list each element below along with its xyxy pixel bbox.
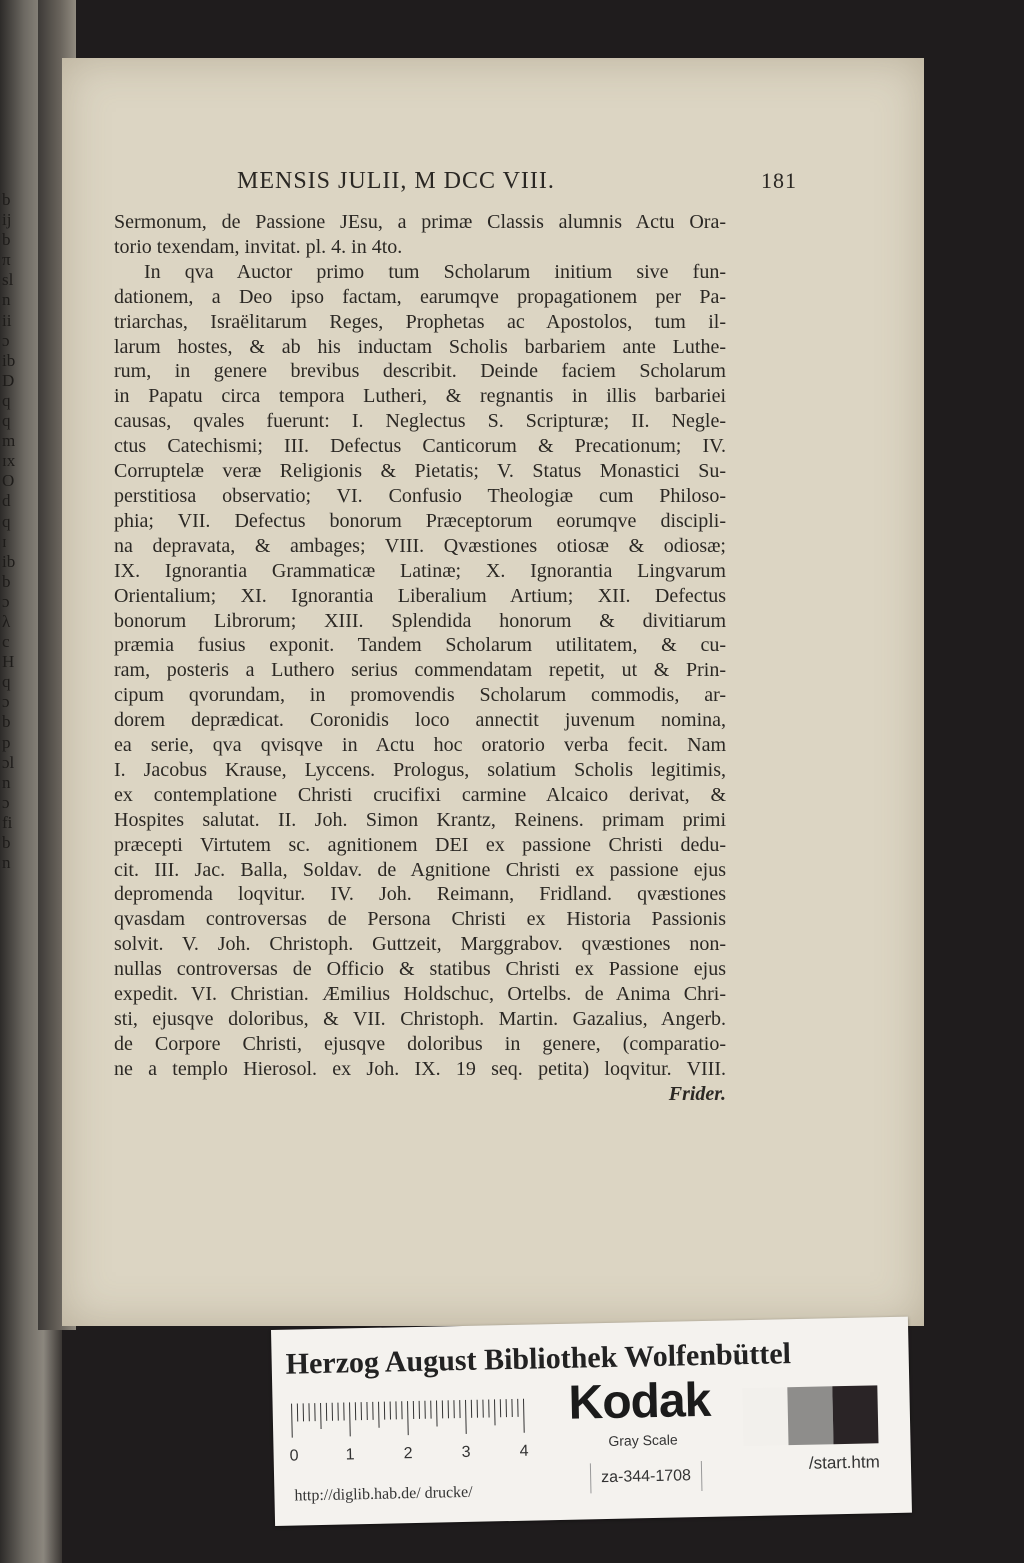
margin-glyph: fi [2,812,13,832]
gray-patch-white [742,1387,788,1446]
gray-scale-label: Gray Scale [608,1431,678,1449]
ruler-tick-label: 4 [519,1442,529,1460]
margin-glyph: ɔ [2,330,10,350]
text-line: præmia fusius exponit. Tandem Scholarum utilitatem, & cu- [114,634,726,657]
text-line: perstitiosa observatio; VI. Confusio Theologiæ cum Philoso- [114,484,726,507]
text-line: ex contemplatione Christi crucifixi carmine Alcaico derivat, & [114,783,726,806]
text-line: Orientalium; XI. Ignorantia Liberalium Artium; XII. Defectus [114,584,726,607]
margin-glyph: b [2,712,11,732]
page-number: 181 [761,168,797,193]
adjacent-page-glyphs [2,190,22,873]
margin-glyph: D [2,370,15,390]
text-line: depromenda loqvitur. IV. Joh. Reimann, Fridland. qvæstiones [114,883,726,906]
margin-glyph: ɔ [2,692,10,712]
text-line: bonorum Librorum; XIII. Splendida honorum & divitiarum [114,609,726,632]
text-line: dationem, a Deo ipso factam, earumqve propagationem per Pa- [114,285,726,308]
gray-patch-mid [787,1386,833,1445]
text-line: Corruptelæ veræ Religionis & Pietatis; V. Status Monastici Su- [114,460,726,483]
margin-glyph: p [2,732,11,752]
text-line: triarchas, Israëlitarum Reges, Prophetas ac Apostolos, tum il- [114,310,726,333]
color-target-card [271,1317,912,1526]
running-head: MENSIS JULII, M DCC VIII. [237,168,555,194]
margin-glyph: n [2,290,11,310]
shelfmark: za-344-1708 [590,1461,702,1493]
text-line: sti, ejusqve doloribus, & VII. Christoph. Martin. Gazalius, Angerb. [114,1008,726,1030]
ruler-tick [321,1403,322,1429]
text-line: præcepti Virtutem sc. agnitionem DEI ex passione Christi dedu- [114,833,726,856]
margin-glyph: q [2,390,11,410]
library-name: Herzog August Bibliothek Wolfenbüttel [285,1337,792,1381]
margin-glyph: ij [2,210,12,230]
margin-glyph: ib [2,350,16,370]
margin-glyph: c [2,632,10,652]
margin-glyph: λ [2,611,11,631]
margin-glyph: π [2,250,11,270]
margin-glyph: b [2,571,11,591]
margin-glyph: ɔ [2,591,10,611]
gray-patch-dark [832,1385,878,1444]
text-line: I. Jacobus Krause, Lyccens. Prologus, solatium Scholis legitimis, [114,758,726,781]
start-path: /start.htm [808,1452,880,1473]
ruler-tick [408,1401,409,1435]
text-line: ne a templo Hierosol. ex Joh. IX. 19 seq. petita) loqvitur. VIII. [114,1057,726,1080]
ruler-tick-label: 2 [403,1445,413,1463]
ruler-tick-label: 0 [289,1447,299,1465]
ruler-tick-label: 3 [461,1443,471,1462]
margin-glyph: H [2,652,15,672]
text-line: cipum qvorundam, in promovendis Scholarum commodis, ar- [114,684,726,707]
margin-glyph: O [2,471,15,491]
margin-glyph: ii [2,310,12,330]
body-text [114,210,726,1107]
margin-glyph: ɪ [2,531,7,551]
text-line: dorem deprædicat. Coronidis loco annectit juvenum nomina, [114,709,726,732]
ruler-tick [379,1402,380,1428]
gray-patches [742,1385,878,1446]
margin-glyph: sl [2,270,14,290]
kodak-logo: Kodak [568,1373,711,1430]
margin-glyph: ɔl [2,752,15,772]
text-line: Hospites salutat. II. Joh. Simon Krantz, Reinens. primam primi [114,808,726,831]
text-line: expedit. VI. Christian. Æmilius Holdschuc, Ortelbs. de Anima Chri- [114,983,726,1006]
text-line: Sermonum, de Passione JEsu, a primæ Classis alumnis Actu Ora- [114,211,726,233]
text-line: phia; VII. Defectus bonorum Præceptorum eorumqve discipli- [114,509,726,532]
margin-glyph: ɔ [2,792,10,812]
catchword: Frider. [668,1082,726,1105]
margin-glyph: b [2,833,11,852]
text-line: ram, posteris a Luthero serius commendatam repetit, ut & Prin- [114,659,726,682]
ruler-tick [523,1399,524,1433]
margin-glyph: b [2,230,11,250]
margin-glyph: q [2,511,11,531]
margin-glyph: m [2,431,16,451]
text-line: nullas controversas de Officio & statibus Christi ex Passione ejus [114,958,726,981]
text-line: solvit. V. Joh. Christoph. Guttzeit, Marggrabov. qvæstiones non- [114,933,726,956]
margin-glyph: q [2,411,11,431]
margin-glyph: ib [2,551,16,571]
text-line: larum hostes, & ab his inductam Scholis barbariem ante Luthe- [114,335,726,358]
ruler-tick [495,1399,496,1425]
margin-glyph: d [2,491,11,511]
text-line: ctus Catechismi; III. Defectus Canticorum & Precationum; IV. [114,435,726,458]
text-line: In qva Auctor primo tum Scholarum initium sive fun- [144,260,726,283]
text-line: IX. Ignorantia Grammaticæ Latinæ; X. Ignorantia Lingvarum [114,559,726,582]
margin-glyph: b [2,190,11,209]
ruler-tick-label: 1 [345,1446,355,1464]
margin-glyph: q [2,672,11,692]
ruler-tick [350,1402,351,1436]
text-line: torio texendam, invitat. pl. 4. in 4to. [114,235,403,258]
margin-glyph: ɪx [2,451,16,471]
margin-glyph: n [2,772,11,792]
text-line: in Papatu circa tempora Lutheri, & regnantis in illis barbariei [114,385,726,408]
text-line: cit. III. Jac. Balla, Soldav. de Agnitione Christi ex passione ejus [114,858,726,881]
text-line: de Corpore Christi, ejusqve doloribus in genere, (comparatio- [114,1032,726,1055]
text-line: na depravata, & ambages; VIII. Qvæstiones otiosæ & odiosæ; [114,534,726,557]
book-page [62,58,924,1326]
ruler-tick [437,1401,438,1427]
source-url: http://diglib.hab.de/ drucke/ [294,1483,473,1505]
text-line: rum, in genere brevibus describit. Deinde faciem Scholarum [114,360,726,383]
ruler-scale [286,1394,547,1449]
ruler-numbers [287,1442,547,1471]
ruler-tick [466,1400,467,1434]
margin-glyph: n [2,853,11,873]
ruler-tick [292,1404,293,1438]
text-line: causas, qvales fuerunt: I. Neglectus S. Scripturæ; II. Negle- [114,410,726,433]
text-line: ea serie, qva qvisqve in Actu hoc oratorio verba fecit. Nam [114,734,726,757]
text-line: qvasdam controversas de Persona Christi ex Historia Passionis [114,908,726,931]
